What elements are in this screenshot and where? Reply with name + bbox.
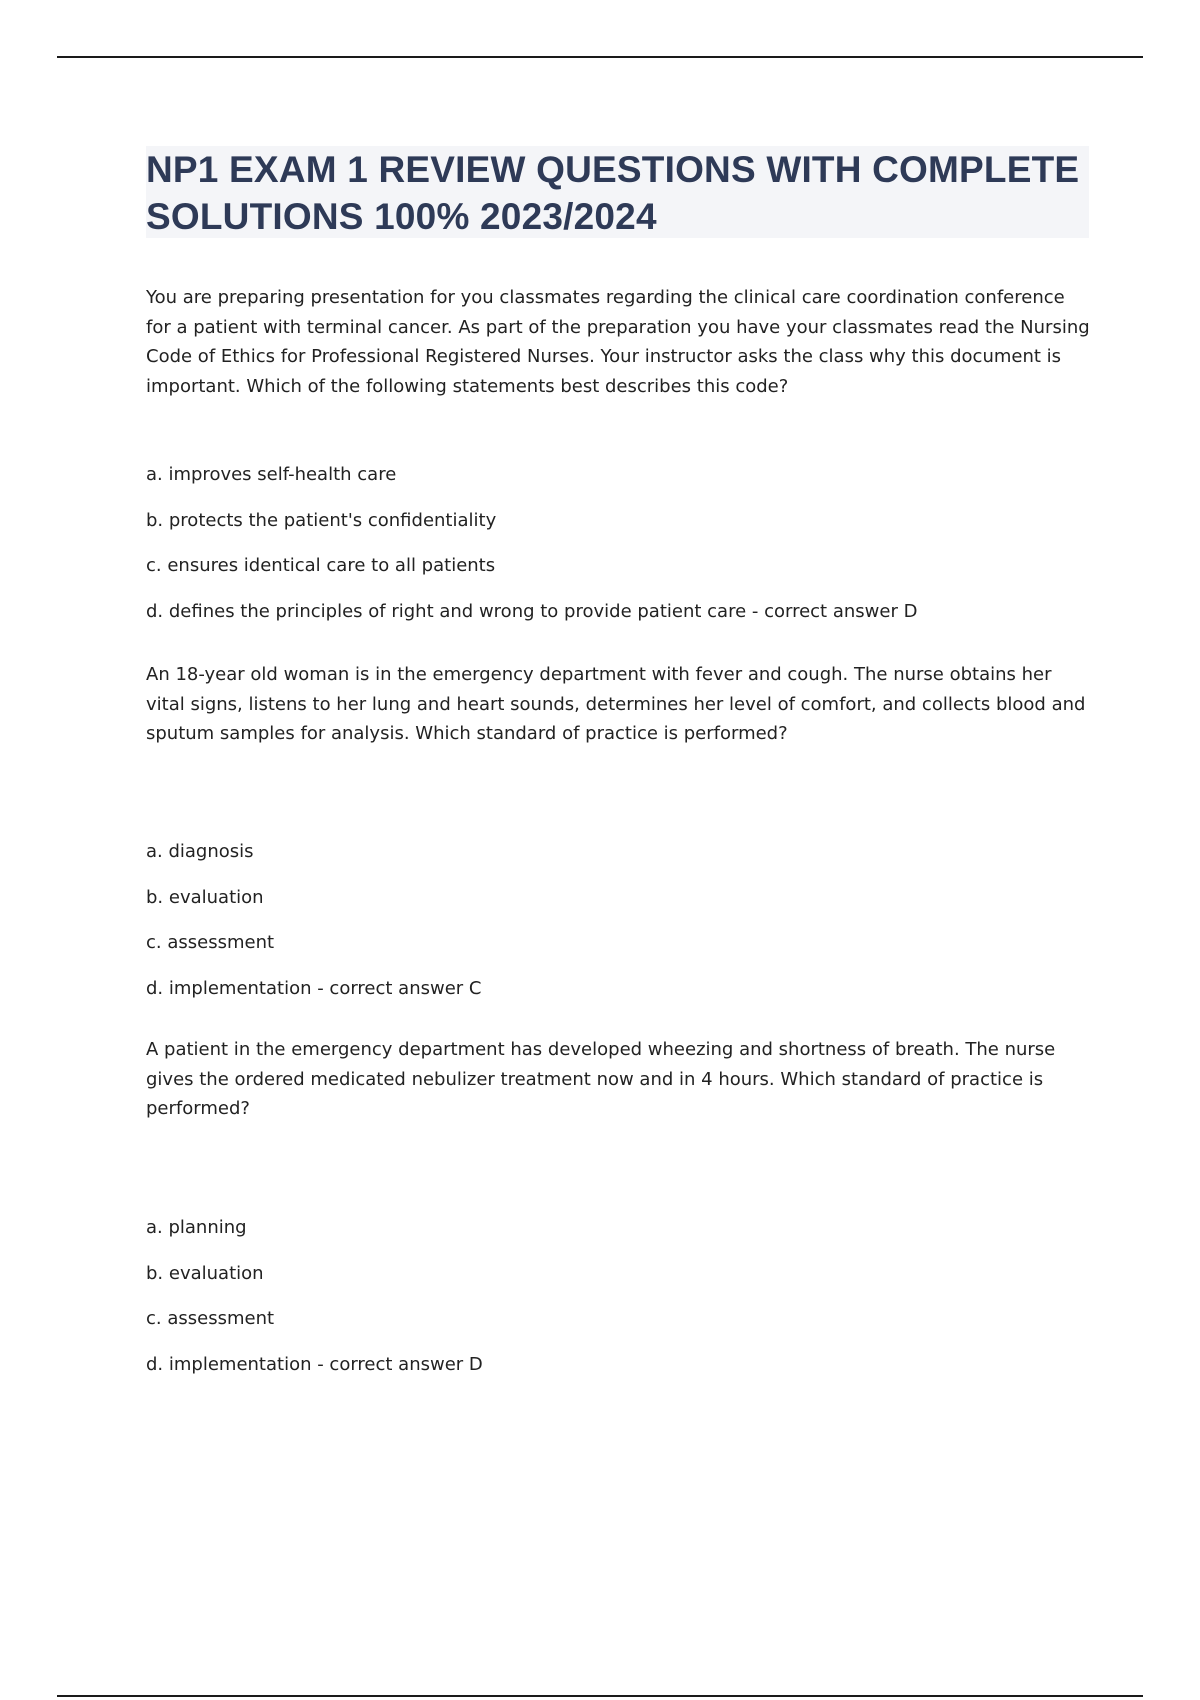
question-1-option-c: c. ensures identical care to all patients bbox=[146, 555, 496, 577]
question-3-options bbox=[146, 1215, 1090, 1398]
question-3-option-a: a. planning bbox=[146, 1217, 247, 1238]
question-1-options bbox=[146, 462, 1090, 645]
question-2-option-d: d. implementation - correct answer C bbox=[146, 978, 482, 1000]
question-2-option-c: c. assessment bbox=[146, 932, 275, 954]
header-rule bbox=[57, 56, 1143, 58]
question-3-option-c: c. assessment bbox=[146, 1308, 275, 1330]
question-1-option-d: d. defines the principles of right and wrong to provide patient care - correct answer D bbox=[146, 601, 918, 623]
question-2-options bbox=[146, 839, 1090, 1022]
question-3-text: A patient in the emergency department has developed wheezing and shortness of breath. The nurse gives the ordered medicated nebulizer treatment now and in 4 hours. Which standard of practice is performed? bbox=[146, 1039, 1056, 1119]
question-3-option-d: d. implementation - correct answer D bbox=[146, 1354, 483, 1376]
question-1-text: You are preparing presentation for you classmates regarding the clinical care coordination conference for a patient with terminal cancer. As part of the preparation you have your classmates read the Nursing Code of Ethics for Professional Registered Nurses. Your instructor asks the class why this document is important. Which of the following statements best describes this code? bbox=[146, 287, 1090, 397]
question-3-option-b: b. evaluation bbox=[146, 1262, 264, 1284]
question-2-text: An 18-year old woman is in the emergency department with fever and cough. The nurse obtains her vital signs, listens to her lung and heart sounds, determines her level of comfort, and collects blood and sputum samples for analysis. Which standard of practice is performed? bbox=[146, 664, 1086, 744]
question-2-option-b: b. evaluation bbox=[146, 886, 264, 908]
document-title: NP1 EXAM 1 REVIEW QUESTIONS WITH COMPLETE SOLUTIONS 100% 2023/2024 bbox=[146, 149, 1080, 237]
question-1-option-b: b. protects the patient's confidentiality bbox=[146, 509, 497, 531]
question-2-option-a: a. diagnosis bbox=[146, 841, 254, 862]
footer-rule bbox=[57, 1695, 1143, 1697]
question-1-option-a: a. improves self-health care bbox=[146, 464, 397, 485]
title-banner bbox=[146, 146, 1089, 238]
